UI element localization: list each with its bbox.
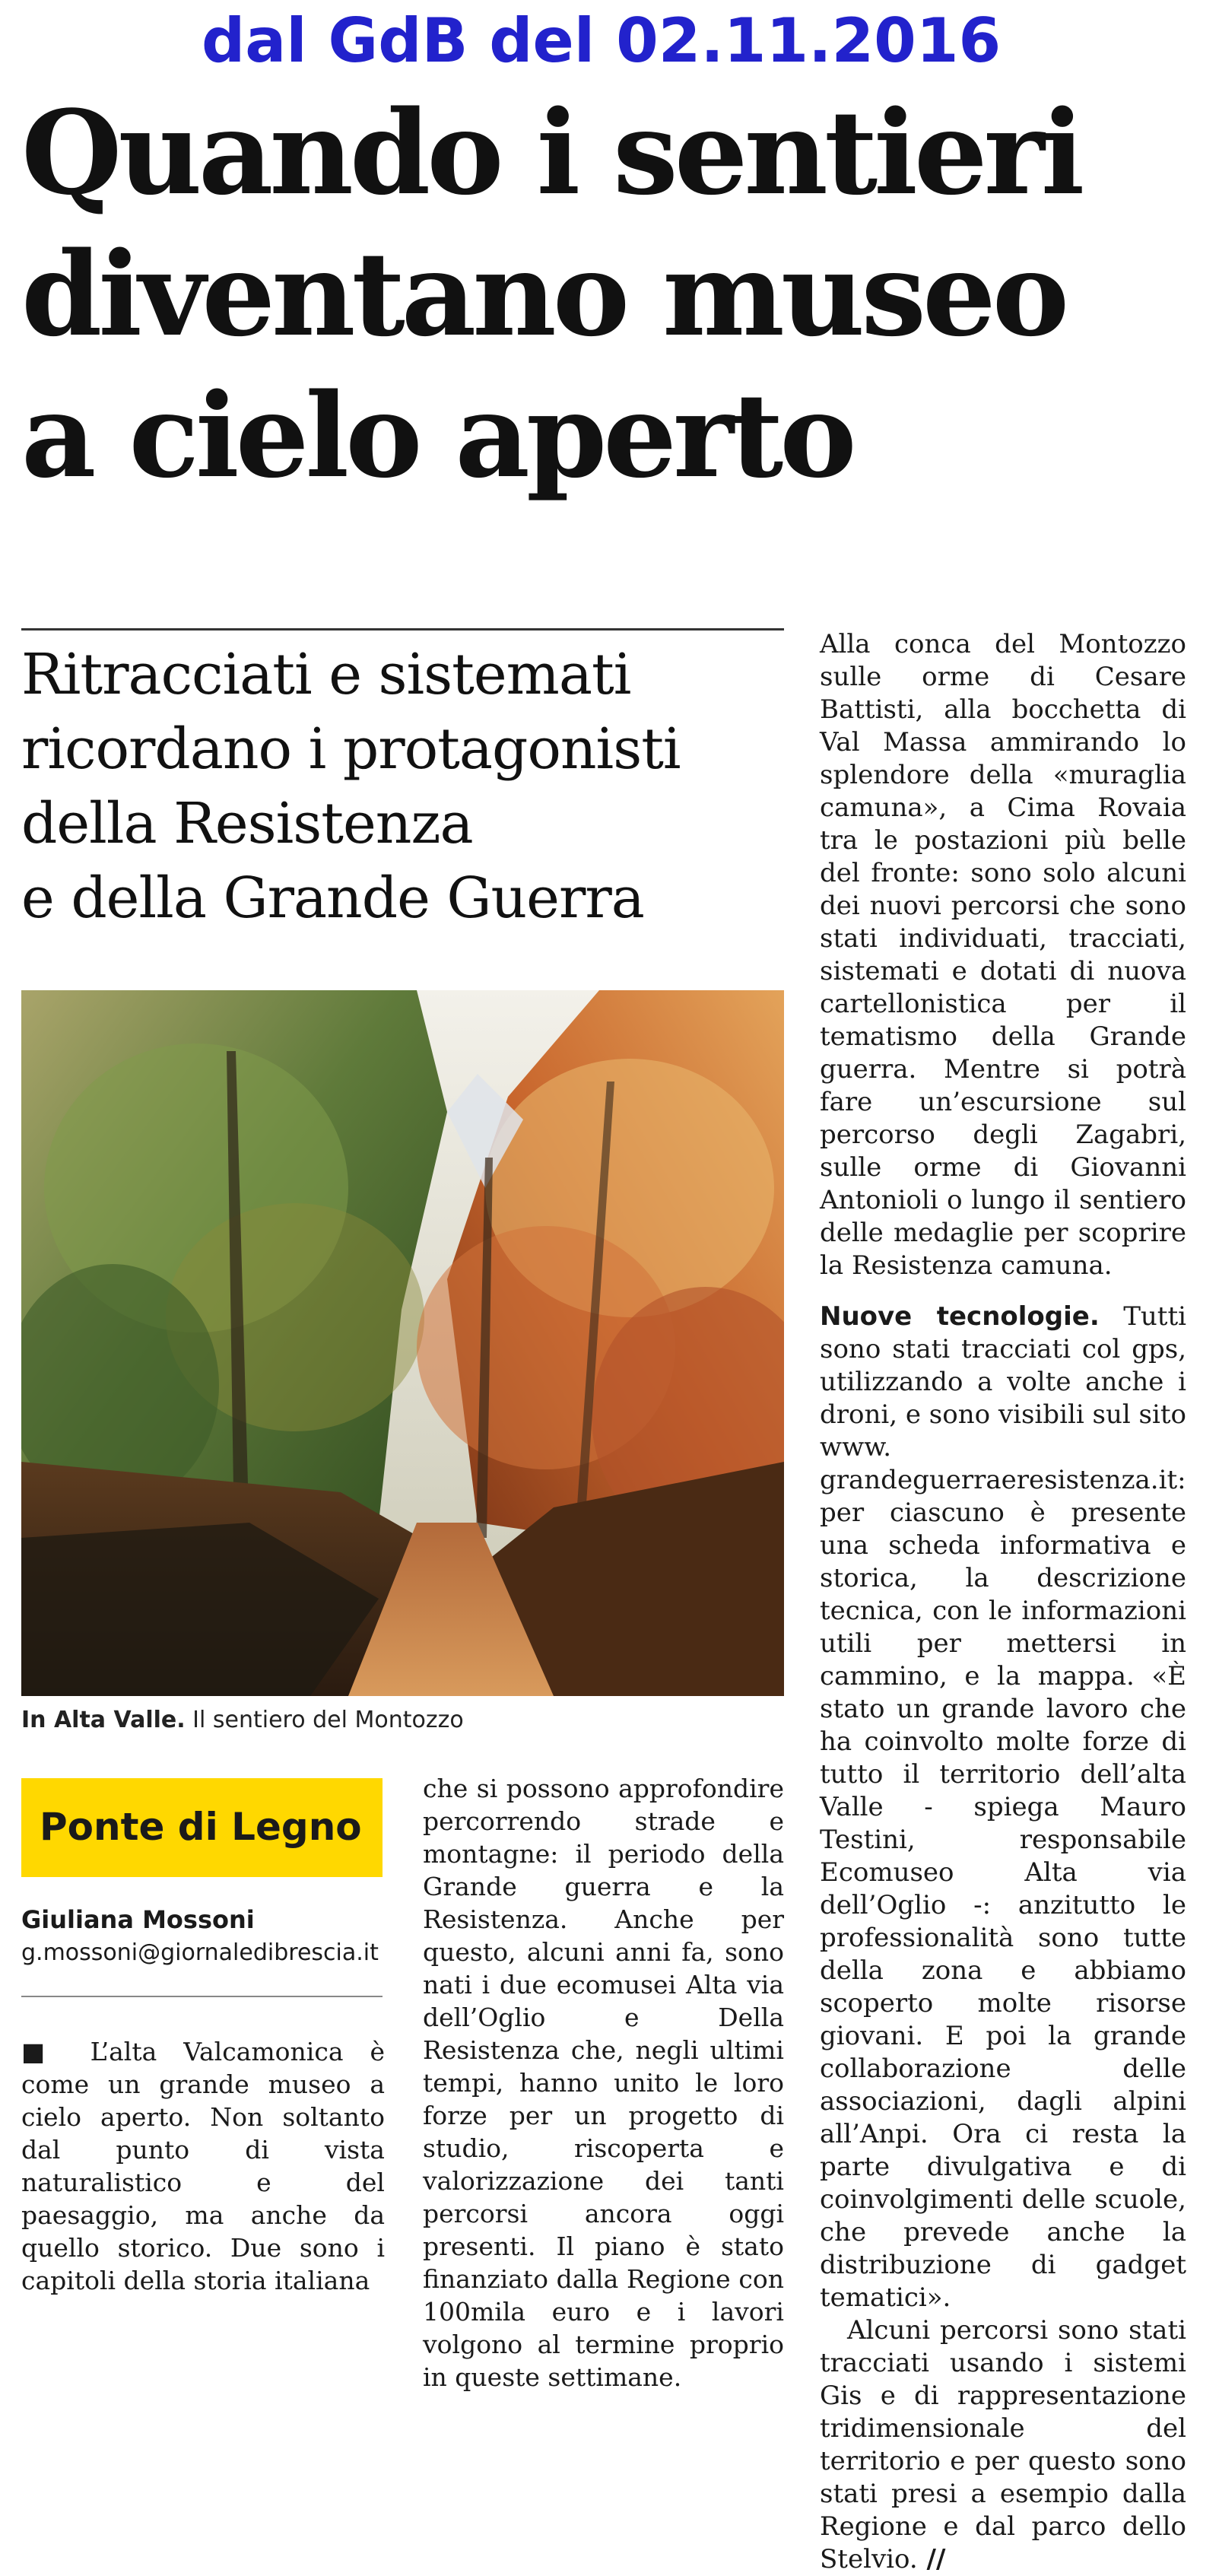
- caption-text: Il sentiero del Montozzo: [185, 1707, 464, 1733]
- subtitle-line: della Resistenza: [21, 791, 473, 856]
- paragraph-text: Alcuni percorsi sono stati tracciati usando i sistemi Gis e di rappresentazione tridimensionale del territorio e per questo sono stati presi a esempio dalla Regione e dal parco dello Stelvio.: [820, 2315, 1186, 2574]
- article-paragraph: [820, 1301, 1186, 2314]
- location-label: Ponte di Legno: [40, 1805, 362, 1849]
- author-email[interactable]: g.mossoni@giornaledibrescia.it: [21, 1939, 379, 1966]
- paragraph-text: che si possono approfondire percorrendo strade e montagne: il periodo della Grande guerra e la Resistenza. Anche per questo, alcuni anni fa, sono nati i due ecomusei Alta via dell’Oglio e Della Resistenza che, negli ultimi tempi, hanno unito le loro forze per un progetto di studio, riscoperta e valorizzazione dei tanti percorsi ancora oggi presenti. Il piano è stato finanziato dalla Regione con 100mila euro e i lavori volgono al termine proprio in queste settimane.: [423, 1774, 784, 2392]
- article-column-1: [21, 2035, 385, 2297]
- article-paragraph: [423, 1772, 784, 2393]
- headline-line: diventano museo: [21, 226, 1066, 362]
- article-paragraph: [21, 2035, 385, 2297]
- byline: [21, 1903, 386, 1970]
- article-paragraph: [820, 2314, 1186, 2576]
- headline-line: Quando i sentieri: [21, 84, 1081, 221]
- article-column-3: [820, 628, 1186, 2576]
- source-stamp: dal GdB del 02.11.2016: [202, 5, 1002, 76]
- headline-divider: [21, 628, 784, 631]
- location-badge: [21, 1778, 383, 1877]
- paragraph-text: L’alta Valcamonica è come un grande museo a cielo aperto. Non soltanto dal punto di vista naturalistico e del paesaggio, ma anche da quello storico. Due sono i capitoli della storia italiana: [21, 2037, 385, 2295]
- author-name: Giuliana Mossoni: [21, 1905, 255, 1934]
- caption-lead: In Alta Valle.: [21, 1707, 186, 1733]
- article-column-2: [423, 1772, 784, 2393]
- subtitle-line: ricordano i protagonisti: [21, 716, 681, 782]
- subtitle: [21, 637, 789, 935]
- subtitle-line: e della Grande Guerra: [21, 866, 644, 931]
- paragraph-bullet: ■: [21, 2037, 90, 2066]
- headline: [21, 82, 1192, 507]
- paragraph-text: Tutti sono stati tracciati col gps, utilizzando a volte anche i droni, e sono visibili sul sito www. grandeguerraeresistenza.it: per ciascuno è presente una scheda informativa e storica, la descrizione tecnica, con le informazioni utili per mettersi in cammino, e la mappa. «È stato un grande lavoro che ha coinvolto molte forze di tutto il territorio dell’alta Valle - spiega Mauro Testini, responsabile Ecomuseo Alta via dell’Oglio -: anzitutto le professionalità sono tutte della zona e abbiamo scoperto molte risorse giovani. E poi la grande collaborazione delle associazioni, dagli alpini all’Anpi. Ora ci resta la parte divulgativa e di coinvolgimenti delle scuole, che prevede anche la distribuzione di gadget tematici».: [820, 1301, 1186, 2313]
- forest-path-photo: [21, 990, 784, 1696]
- subtitle-line: Ritracciati e sistemati: [21, 642, 631, 707]
- headline-line: a cielo aperto: [21, 367, 853, 503]
- article-paragraph: [820, 628, 1186, 1282]
- paragraph-text: Alla conca del Montozzo sulle orme di Cesare Battisti, alla bocchetta di Val Massa ammirando lo splendore della «muraglia camuna», a Cima Rovaia tra le postazioni più belle del fronte: sono solo alcuni dei nuovi percorsi che sono stati individuati, tracciati, sistemati e dotati di nuova cartellonistica per il tematismo della Grande guerra. Mentre si potrà fare un’escursione sul percorso degli Zagabri, sulle orme di Giovanni Antonioli o lungo il sentiero delle medaglie per scoprire la Resistenza camuna.: [820, 629, 1186, 1281]
- photo-caption: [21, 1704, 784, 1737]
- end-mark: //: [917, 2544, 946, 2574]
- section-lead: Nuove tecnologie.: [820, 1301, 1100, 1332]
- byline-divider: [21, 1996, 383, 1997]
